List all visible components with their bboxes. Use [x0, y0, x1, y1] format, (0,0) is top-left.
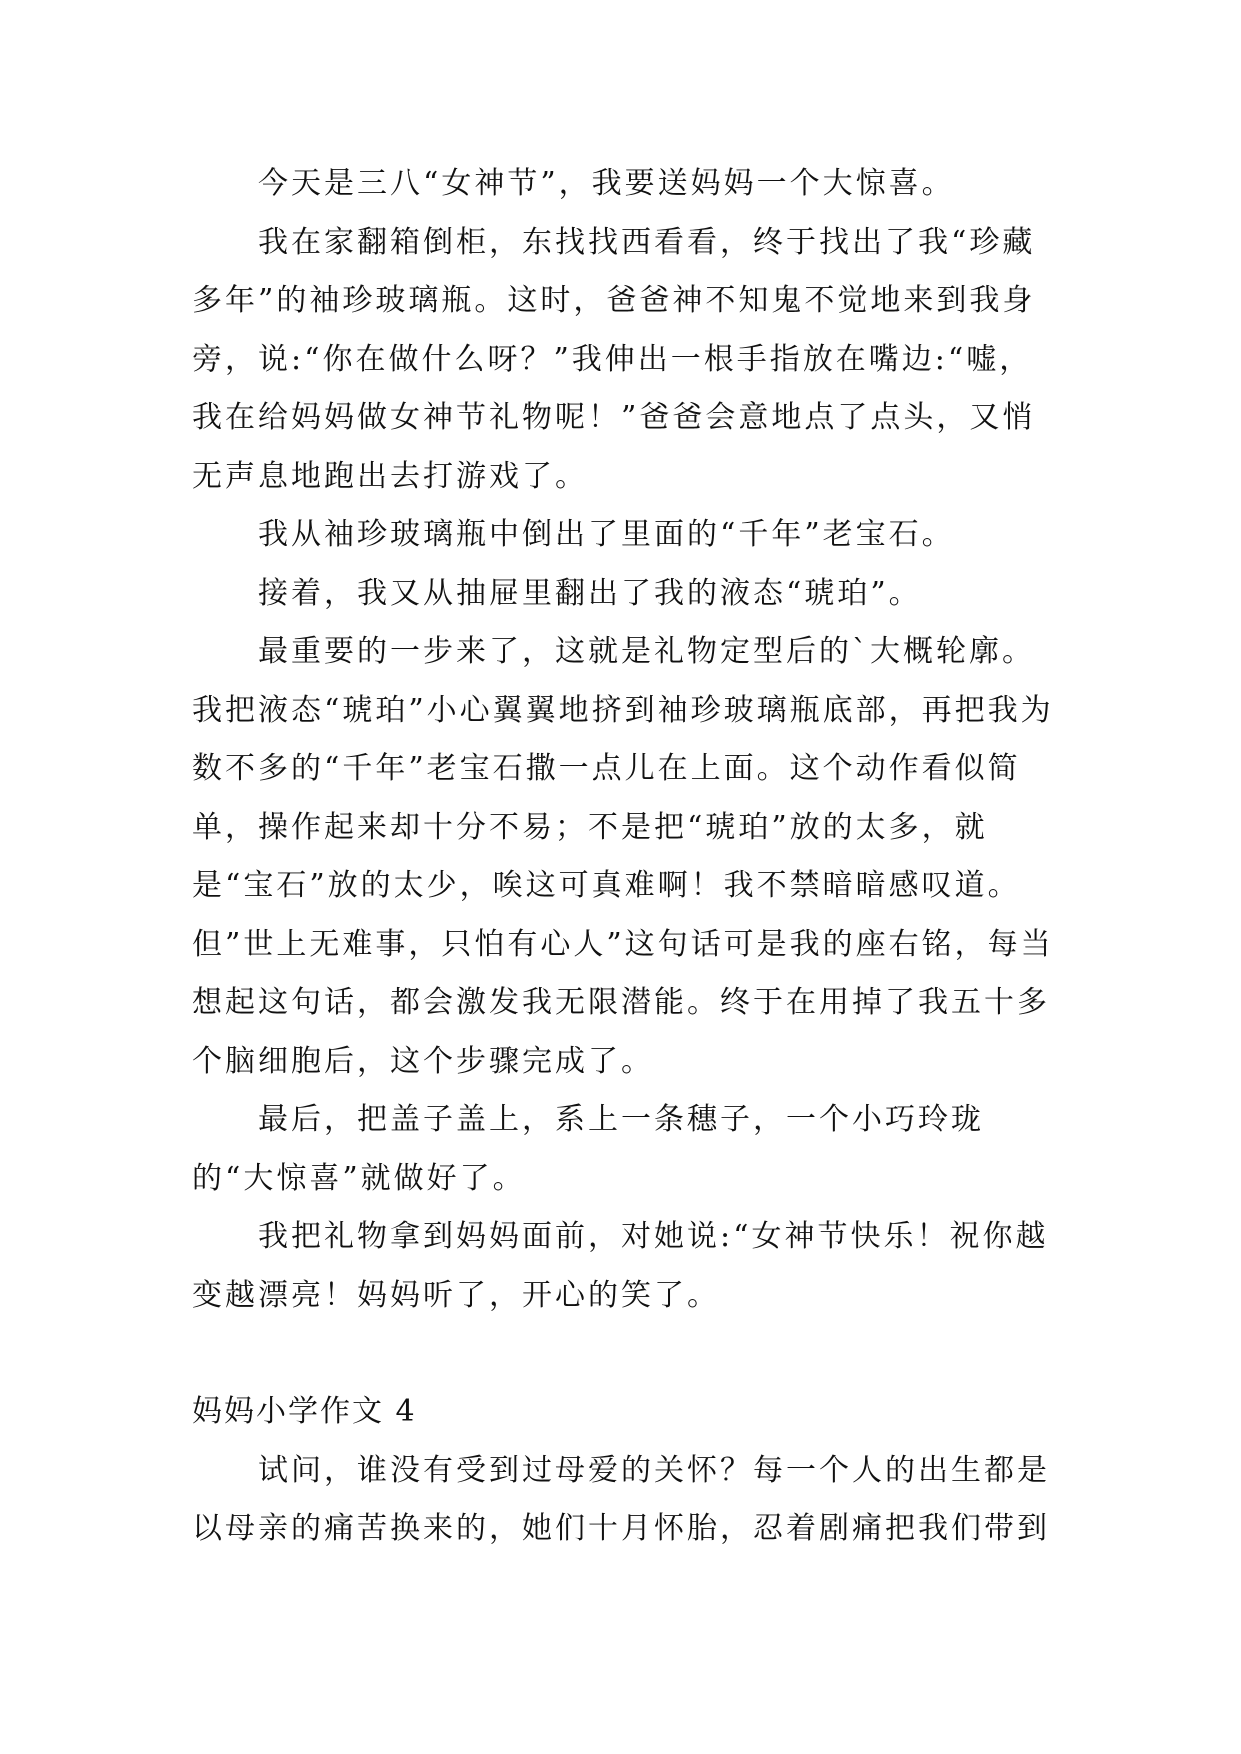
paragraph-3: 我从袖珍玻璃瓶中倒出了里面的“千年”老宝石。 — [258, 517, 955, 552]
paragraph-4: 接着，我又从抽屉里翻出了我的液态“琥珀”。 — [258, 575, 922, 611]
section-heading: 妈妈小学作文 4 — [192, 1394, 417, 1429]
paragraph-7: 我把礼物拿到妈妈面前，对她说:“女神节快乐！祝你越变越漂亮！妈妈听了，开心的笑了。 — [192, 1219, 1049, 1313]
paragraph-2: 我在家翻箱倒柜，东找找西看看，终于找出了我“珍藏多年”的袖珍玻璃瓶。这时，爸爸神不知鬼不觉地来到我身旁，说:“你在做什么呀？”我伸出一根手指放在嘴边:“嘘，我在给妈妈做女神节礼物呢！”爸爸会意地点了点头，又悄无声息地跑出去打游戏了。 — [192, 224, 1036, 494]
paragraph-1: 今天是三八“女神节”，我要送妈妈一个大惊喜。 — [258, 166, 955, 201]
document-body — [192, 155, 1054, 1559]
paragraph-6: 最后，把盖子盖上，系上一条穗子，一个小巧玲珑的“大惊喜”就做好了。 — [192, 1102, 984, 1196]
paragraph-5: 最重要的一步来了，这就是礼物定型后的`大概轮廓。我把液态“琥珀”小心翼翼地挤到袖珍玻璃瓶底部，再把我为数不多的“千年”老宝石撒一点儿在上面。这个动作看似简单，操作起来却十分不易；不是把“琥珀”放的太多，就是“宝石”放的太少，唉这可真难啊！我不禁暗暗感叹道。但”世上无难事，只怕有心人”这句话可是我的座右铭，每当想起这句话，都会激发我无限潜能。终于在用掉了我五十多个脑细胞后，这个步骤完成了。 — [192, 634, 1054, 1079]
section-paragraph-1: 试问，谁没有受到过母爱的关怀？每一个人的出生都是以母亲的痛苦换来的，她们十月怀胎，忍着剧痛把我们带到 — [192, 1452, 1050, 1546]
